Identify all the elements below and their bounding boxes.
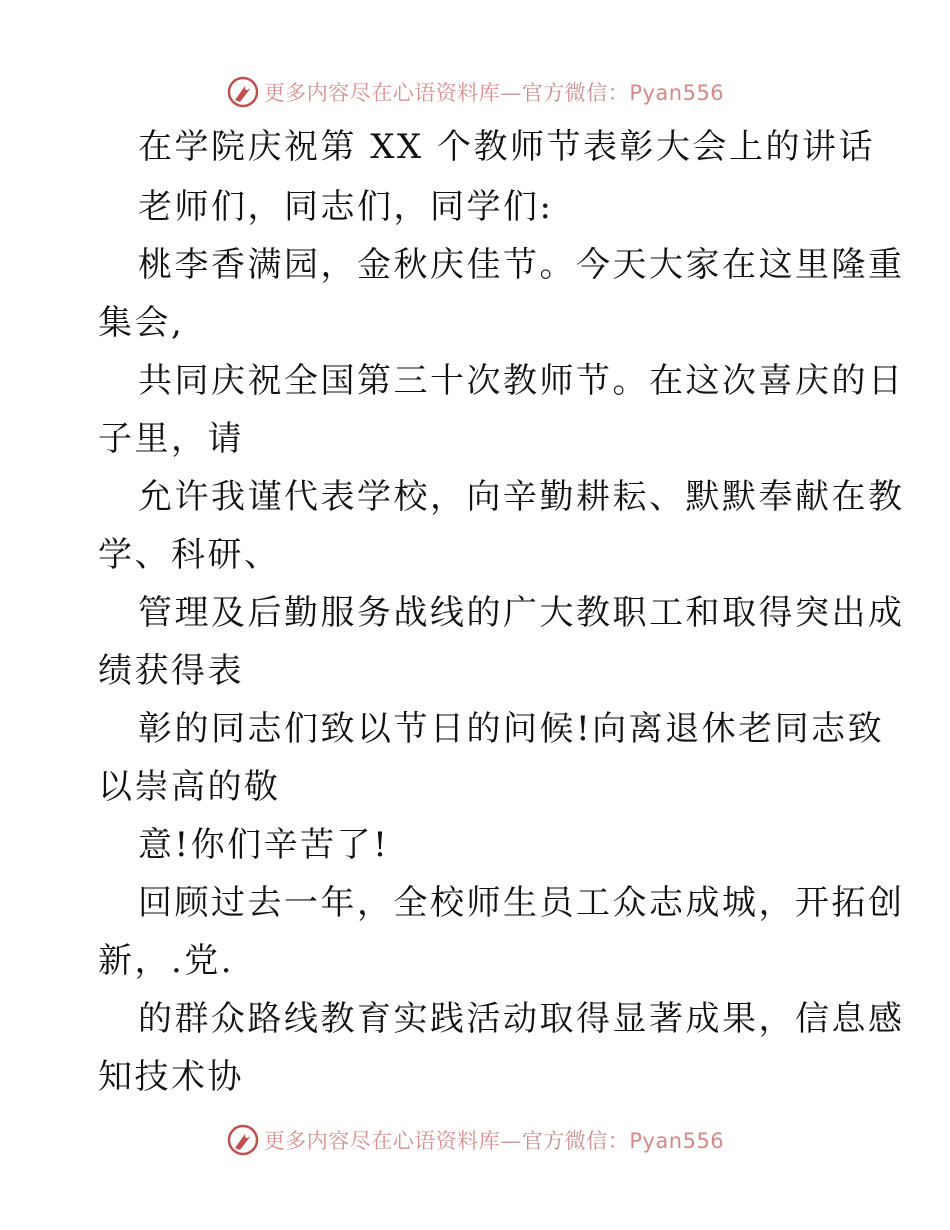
watermark-banner-top	[0, 72, 950, 112]
paragraph-line: 回顾过去一年，全校师生员工众志成城，开拓创	[138, 883, 905, 923]
paragraph-line: 知技术协	[98, 1057, 244, 1097]
paragraph-line: 意!你们辛苦了!	[138, 825, 390, 865]
salutation-line: 老师们，同志们，同学们:	[138, 187, 554, 227]
watermark-label: 官方微信：	[521, 1129, 630, 1153]
paragraph-line: 桃李香满园，金秋庆佳节。今天大家在这里隆重	[138, 245, 905, 285]
paragraph-line: 的群众路线教育实践活动取得显著成果，信息感	[138, 999, 905, 1039]
paragraph-line: 新，.党.	[98, 941, 235, 981]
watermark-id: Pyan556	[629, 81, 725, 105]
watermark-main-text: 更多内容尽在心语资料库	[263, 81, 501, 105]
watermark-main-text: 更多内容尽在心语资料库	[263, 1129, 501, 1153]
paragraph-line: 子里，请	[98, 419, 244, 459]
pen-nib-circle-icon	[226, 1123, 260, 1157]
paragraph-line: 管理及后勤服务战线的广大教职工和取得突出成	[138, 593, 905, 633]
watermark-dash: —	[500, 1129, 522, 1153]
pen-nib-circle-icon	[226, 75, 260, 109]
paragraph-line: 集会,	[98, 303, 185, 343]
paragraph-line: 允许我谨代表学校，向辛勤耕耘、默默奉献在教	[138, 477, 905, 517]
watermark-dash: —	[500, 81, 522, 105]
watermark-label: 官方微信：	[521, 81, 630, 105]
paragraph-line: 学、科研、	[98, 535, 281, 575]
watermark-banner-bottom	[0, 1120, 950, 1160]
watermark-text	[264, 1125, 724, 1155]
paragraph-line: 共同庆祝全国第三十次教师节。在这次喜庆的日	[138, 361, 905, 401]
watermark-text	[264, 77, 724, 107]
paragraph-line: 以崇高的敬	[98, 767, 281, 807]
paragraph-line: 彰的同志们致以节日的问候!向离退休老同志致	[138, 709, 885, 749]
paragraph-line: 绩获得表	[98, 651, 244, 691]
watermark-id: Pyan556	[629, 1129, 725, 1153]
document-title: 在学院庆祝第 XX 个教师节表彰大会上的讲话	[138, 127, 876, 167]
